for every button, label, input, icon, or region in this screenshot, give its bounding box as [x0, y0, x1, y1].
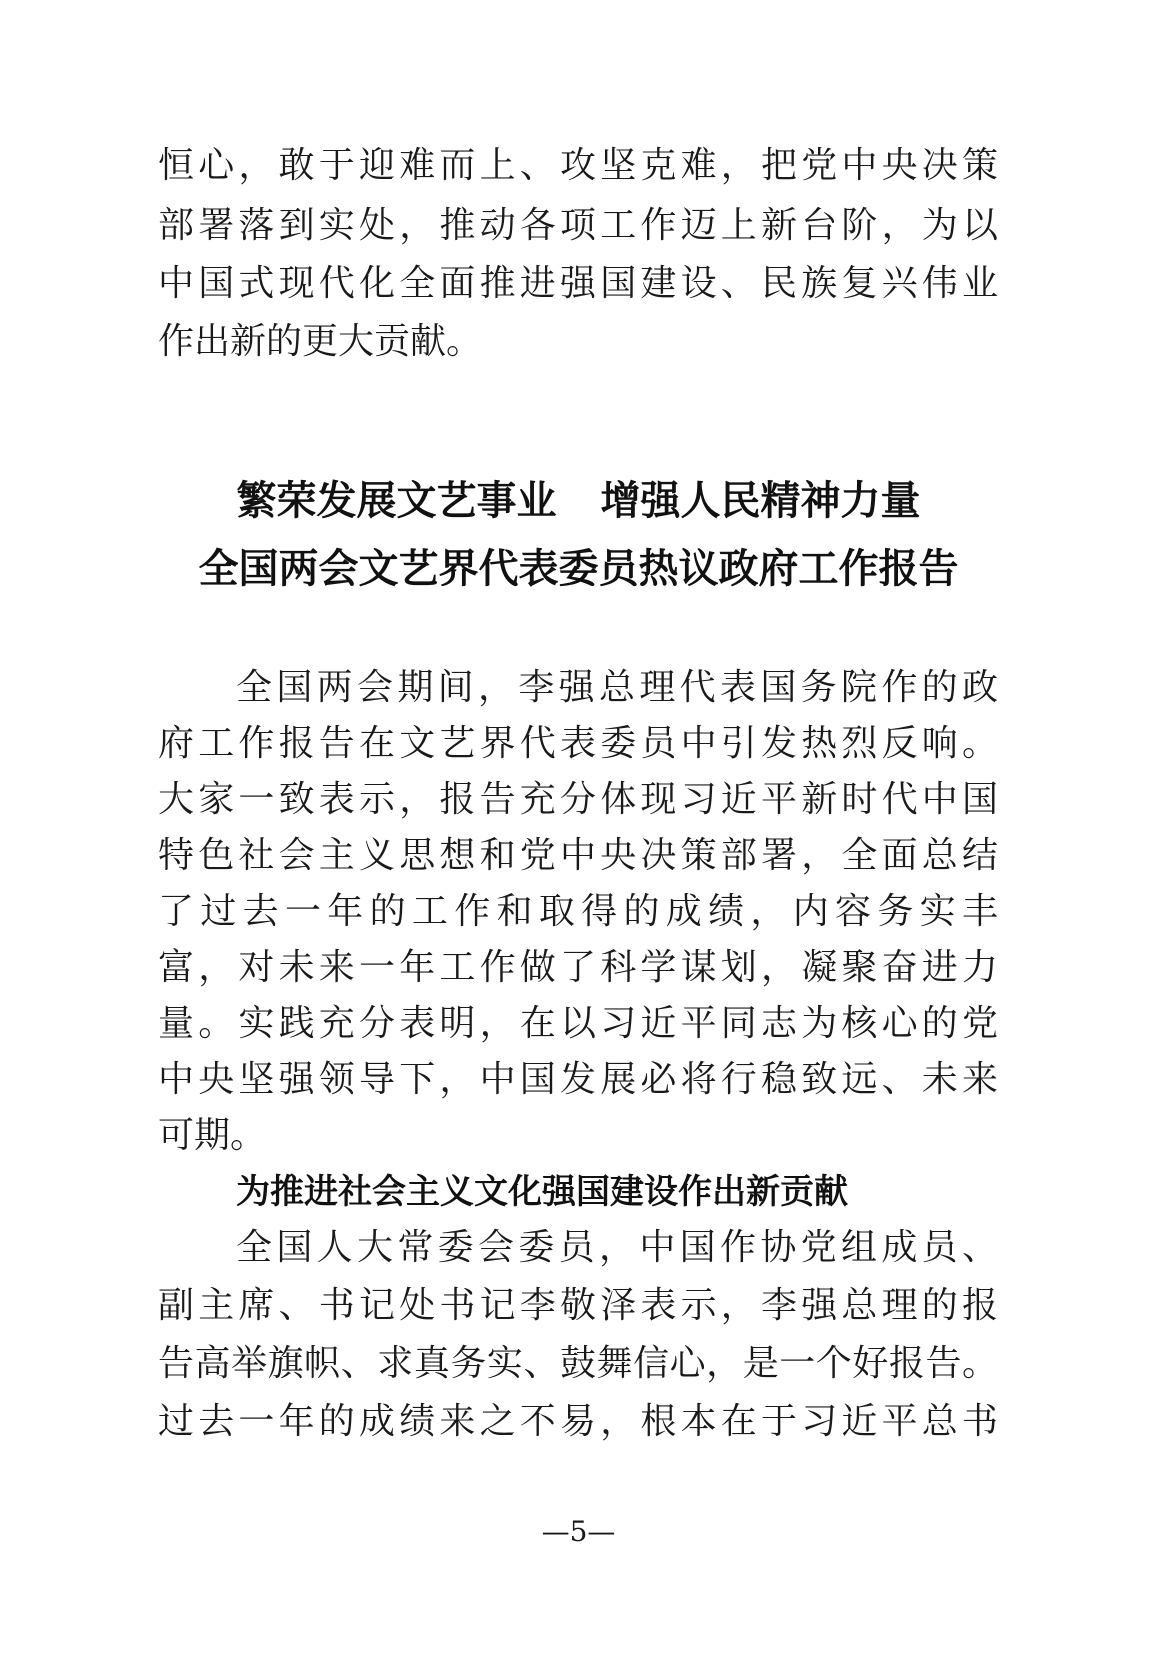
section-line: 全国人大常委会委员，中国作协党组成员、 — [236, 1227, 998, 1268]
continuation-line: 作出新的更大贡献。 — [158, 321, 483, 362]
section-line: 过去一年的成绩来之不易，根本在于习近平总书 — [158, 1401, 998, 1442]
section-line: 告高举旗帜、求真务实、鼓舞信心，是一个好报告。 — [158, 1343, 998, 1384]
intro-line: 全国两会期间，李强总理代表国务院作的政 — [236, 667, 998, 708]
article-title-line1 — [0, 466, 1157, 536]
continuation-line: 部署落到实处，推动各项工作迈上新台阶，为以 — [158, 205, 998, 246]
article-title-line2: 全国两会文艺界代表委员热议政府工作报告 — [198, 546, 959, 592]
continuation-line: 恒心，敢于迎难而上、攻坚克难，把党中央决策 — [158, 145, 998, 186]
section-line: 副主席、书记处书记李敬泽表示，李强总理的报 — [158, 1285, 998, 1326]
section-heading: 为推进社会主义文化强国建设作出新贡献 — [236, 1172, 848, 1212]
intro-line: 了过去一年的工作和取得的成绩，内容务实丰 — [158, 891, 998, 932]
intro-line: 特色社会主义思想和党中央决策部署，全面总结 — [158, 835, 998, 876]
intro-line: 可期。 — [158, 1115, 267, 1156]
intro-line: 富，对未来一年工作做了科学谋划，凝聚奋进力 — [158, 947, 998, 988]
continuation-line: 中国式现代化全面推进强国建设、民族复兴伟业 — [158, 263, 998, 304]
intro-line: 大家一致表示，报告充分体现习近平新时代中国 — [158, 779, 998, 820]
intro-line: 量。实践充分表明，在以习近平同志为核心的党 — [158, 1003, 998, 1044]
article-title-part2: 增强人民精神力量 — [600, 478, 921, 524]
page-number: —5— — [541, 1515, 616, 1548]
intro-line: 府工作报告在文艺界代表委员中引发热烈反响。 — [158, 723, 998, 764]
article-title-part1: 繁荣发展文艺事业 — [236, 478, 557, 524]
intro-line: 中央坚强领导下，中国发展必将行稳致远、未来 — [158, 1059, 998, 1100]
